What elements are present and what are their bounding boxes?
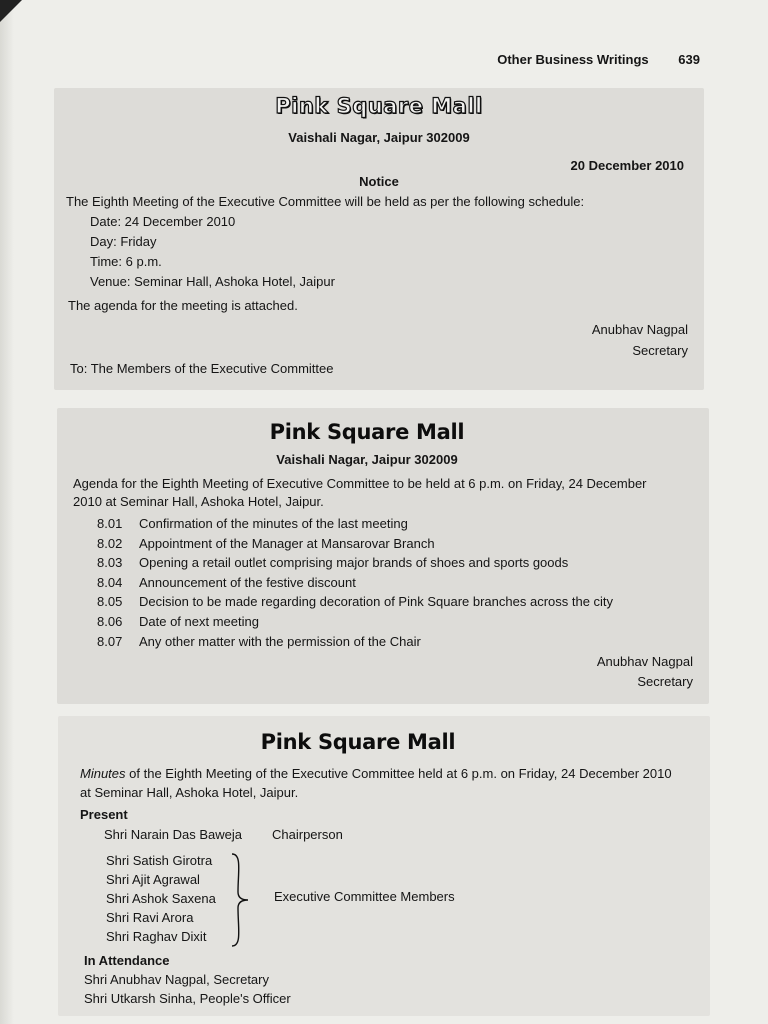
notice-schedule-day: Day: Friday — [90, 234, 157, 249]
chair-name: Shri Narain Das Baweja — [104, 827, 243, 842]
attendance-label: In Attendance — [84, 953, 170, 968]
agenda-item — [97, 594, 613, 614]
minutes-panel — [58, 716, 710, 1016]
notice-signatory-title: Secretary — [632, 343, 688, 358]
minutes-intro-line1 — [80, 766, 672, 781]
agenda-org-name: Pink Square Mall — [269, 420, 465, 444]
notice-agenda-note: The agenda for the meeting is attached. — [68, 298, 298, 313]
agenda-address: Vaishali Nagar, Jaipur 302009 — [276, 452, 458, 467]
notice-schedule-date: Date: 24 December 2010 — [90, 214, 236, 229]
agenda-list — [97, 516, 613, 653]
minutes-intro-line2: at Seminar Hall, Ashoka Hotel, Jaipur. — [80, 785, 299, 800]
attendance-entry: Shri Utkarsh Sinha, People's Officer — [84, 991, 291, 1006]
notice-org-name: Pink Square Mall — [275, 94, 483, 118]
minutes-org-name: Pink Square Mall — [260, 730, 456, 754]
agenda-panel — [57, 408, 709, 704]
member-name: Shri Raghav Dixit — [106, 929, 207, 944]
agenda-item-number: 8.01 — [97, 516, 123, 531]
agenda-item — [97, 614, 613, 634]
notice-heading: Notice — [359, 174, 399, 189]
page-corner — [0, 0, 22, 22]
member-name: Shri Ajit Agrawal — [106, 872, 200, 887]
chair-role: Chairperson — [272, 827, 343, 842]
agenda-item — [97, 575, 613, 595]
agenda-signatory-title: Secretary — [637, 674, 693, 689]
agenda-item-number: 8.05 — [97, 594, 123, 610]
agenda-item — [97, 634, 613, 654]
running-head-section: Other Business Writings — [497, 52, 649, 67]
notice-to-line: To: The Members of the Executive Committee — [70, 361, 334, 376]
agenda-item-text: Date of next meeting — [139, 613, 259, 629]
agenda-signatory-name: Anubhav Nagpal — [596, 654, 693, 669]
agenda-item-number: 8.06 — [97, 613, 123, 629]
minutes-intro-italic: Minutes — [80, 766, 126, 781]
agenda-item-number: 8.07 — [97, 633, 123, 649]
agenda-item — [97, 516, 613, 536]
agenda-item-number: 8.03 — [97, 555, 123, 571]
member-name: Shri Satish Girotra — [106, 853, 213, 868]
notice-intro: The Eighth Meeting of the Executive Committee will be held as per the following schedule: — [66, 194, 585, 209]
agenda-intro-line1: Agenda for the Eighth Meeting of Executive Committee to be held at 6 p.m. on Friday, 24 December — [73, 476, 647, 491]
attendance-entry: Shri Anubhav Nagpal, Secretary — [84, 972, 269, 987]
agenda-item-number: 8.02 — [97, 535, 123, 551]
agenda-item — [97, 536, 613, 556]
agenda-item-number: 8.04 — [97, 574, 123, 590]
notice-panel — [54, 88, 704, 390]
running-head — [0, 52, 700, 67]
agenda-item-text: Confirmation of the minutes of the last meeting — [139, 516, 408, 531]
member-name: Shri Ashok Saxena — [106, 891, 216, 906]
agenda-item-text: Appointment of the Manager at Mansarovar Branch — [139, 535, 435, 551]
page-number: 639 — [678, 52, 700, 67]
minutes-intro-rest: of the Eighth Meeting of the Executive Committee held at 6 p.m. on Friday, 24 December 2010 — [125, 766, 672, 781]
agenda-item-text: Any other matter with the permission of the Chair — [139, 633, 421, 649]
members-role: Executive Committee Members — [274, 889, 455, 904]
page-gutter-shadow — [0, 0, 14, 1024]
notice-address: Vaishali Nagar, Jaipur 302009 — [288, 130, 470, 145]
agenda-item-text: Decision to be made regarding decoration of Pink Square branches across the city — [139, 594, 614, 610]
curly-brace-icon — [228, 852, 252, 948]
present-label: Present — [80, 807, 128, 822]
member-name: Shri Ravi Arora — [106, 910, 194, 925]
notice-signatory-name: Anubhav Nagpal — [591, 322, 688, 337]
agenda-item-text: Opening a retail outlet comprising major brands of shoes and sports goods — [139, 555, 569, 571]
agenda-item-text: Announcement of the festive discount — [139, 574, 356, 590]
notice-schedule-time: Time: 6 p.m. — [90, 254, 162, 269]
notice-schedule-venue: Venue: Seminar Hall, Ashoka Hotel, Jaipur — [90, 274, 335, 289]
agenda-intro-line2: 2010 at Seminar Hall, Ashoka Hotel, Jaipur. — [73, 494, 324, 509]
agenda-item — [97, 555, 613, 575]
notice-date: 20 December 2010 — [570, 158, 684, 173]
